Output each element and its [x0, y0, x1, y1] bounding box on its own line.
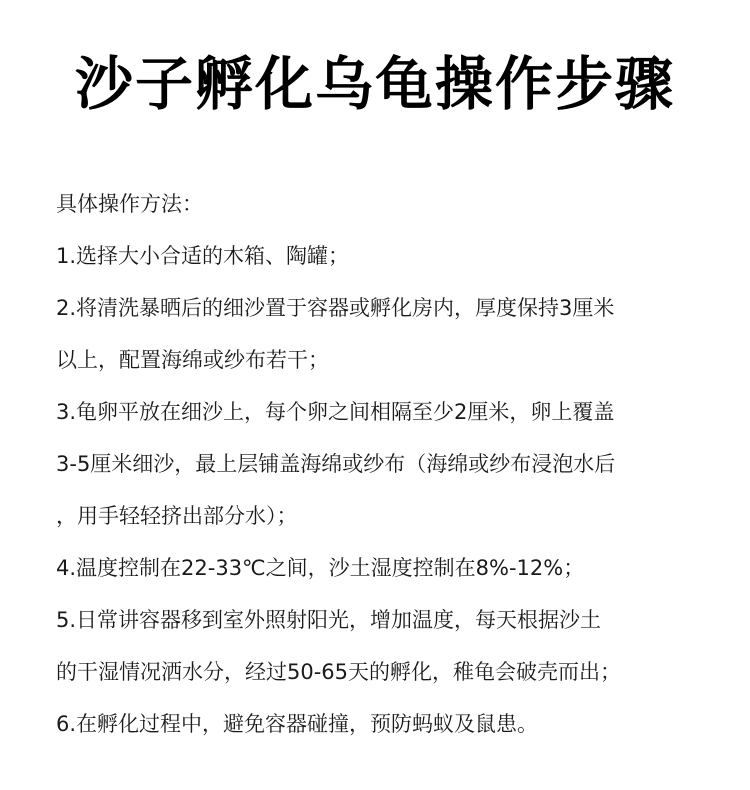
step-line: 5.日常讲容器移到室外照射阳光，增加温度，每天根据沙土: [56, 608, 602, 632]
instructions-body: [56, 190, 716, 762]
step-line: 3.龟卵平放在细沙上，每个卵之间相隔至少2厘米，卵上覆盖: [56, 400, 615, 424]
step-6: [56, 710, 716, 739]
step-2: [56, 294, 716, 375]
step-line: 3-5厘米细沙，最上层铺盖海绵或纱布（海绵或纱布浸泡水后: [56, 452, 616, 476]
step-line: ，用手轻轻挤出部分水）；: [56, 504, 298, 528]
page-title: 沙子孵化乌龟操作步骤: [74, 50, 675, 118]
step-1: [56, 242, 716, 271]
intro-line: 具体操作方法：: [56, 192, 203, 216]
step-line: 1.选择大小合适的木箱、陶罐；: [56, 244, 350, 268]
step-3: [56, 398, 716, 531]
step-line: 以上，配置海绵或纱布若干；: [56, 348, 329, 372]
step-line: 2.将清洗暴晒后的细沙置于容器或孵化房内，厚度保持3厘米: [56, 296, 615, 320]
step-line: 的干湿情况洒水分，经过50-65天的孵化，稚龟会破壳而出；: [56, 660, 622, 684]
step-5: [56, 606, 716, 687]
step-line: 4.温度控制在22-33℃之间，沙土湿度控制在8%-12%；: [56, 556, 585, 580]
step-line: 6.在孵化过程中，避免容器碰撞，预防蚂蚁及鼠患。: [56, 712, 539, 736]
step-4: [56, 554, 716, 583]
